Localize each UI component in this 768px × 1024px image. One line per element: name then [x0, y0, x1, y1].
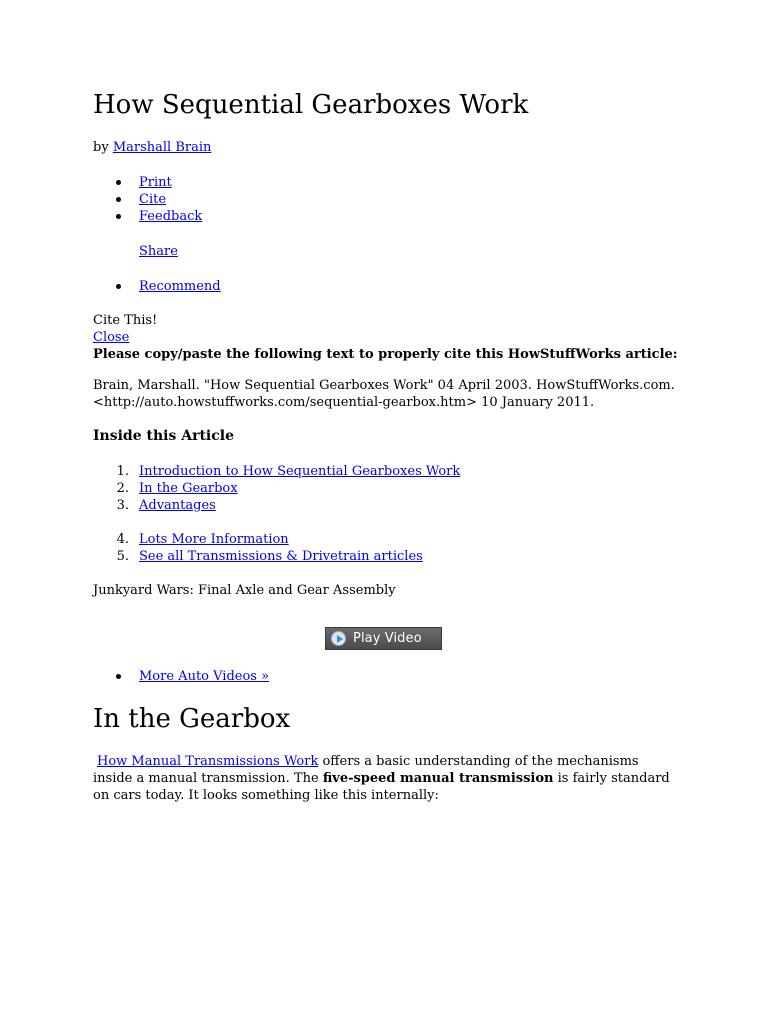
- play-icon: [331, 631, 346, 646]
- list-item: [93, 278, 221, 295]
- byline: [93, 139, 211, 156]
- more-auto-videos-link[interactable]: More Auto Videos »: [139, 669, 270, 684]
- toc-item: [93, 463, 460, 480]
- bullet-icon: [116, 674, 121, 679]
- share-link[interactable]: Share: [139, 244, 178, 259]
- play-video-button[interactable]: [325, 627, 442, 650]
- cite-heading: Cite This!: [93, 313, 158, 328]
- toc-list: [93, 463, 460, 514]
- toc-list-more: [93, 531, 423, 565]
- play-video-label: Play Video: [353, 631, 422, 646]
- cite-instruction: Please copy/paste the following text to properly cite this HowStuffWorks article:: [93, 347, 678, 362]
- toc-number: 1.: [116, 464, 129, 479]
- bullet-icon: [116, 284, 121, 289]
- bullet-icon: [116, 180, 121, 185]
- list-item: [93, 668, 269, 685]
- bullet-icon: [116, 197, 121, 202]
- toc-link-more-information[interactable]: Lots More Information: [139, 532, 289, 547]
- bullet-icon: [116, 214, 121, 219]
- toc-item: [93, 480, 460, 497]
- manual-transmissions-link[interactable]: How Manual Transmissions Work: [97, 754, 319, 769]
- byline-prefix: by: [93, 140, 113, 155]
- recommend-list: [93, 278, 221, 295]
- paragraph-bold-text: five-speed manual transmission: [322, 771, 554, 786]
- toc-item: [93, 531, 423, 548]
- paragraph-text-1: offers a basic understanding of the mechanisms inside a manual transmission. The: [93, 754, 639, 786]
- list-item: [93, 208, 202, 225]
- more-videos-list: [93, 668, 269, 685]
- toc-number: 2.: [116, 481, 129, 496]
- toc-link-introduction[interactable]: Introduction to How Sequential Gearboxes Work: [139, 464, 461, 479]
- toc-number: 5.: [116, 549, 129, 564]
- toc-link-advantages[interactable]: Advantages: [139, 498, 216, 513]
- list-item: [93, 191, 202, 208]
- recommend-link[interactable]: Recommend: [139, 279, 221, 294]
- cite-link[interactable]: Cite: [139, 192, 167, 207]
- toc-heading: Inside this Article: [93, 428, 234, 444]
- list-item: [93, 174, 202, 191]
- toc-link-in-the-gearbox[interactable]: In the Gearbox: [139, 481, 238, 496]
- author-link[interactable]: Marshall Brain: [112, 140, 212, 155]
- video-caption: Junkyard Wars: Final Axle and Gear Assembly: [93, 583, 396, 598]
- toc-item: [93, 548, 423, 565]
- page-title: How Sequential Gearboxes Work: [93, 90, 529, 120]
- section-heading: In the Gearbox: [93, 704, 291, 734]
- citation-line-2: <http://auto.howstuffworks.com/sequential-gearbox.htm> 10 January 2011.: [93, 395, 595, 410]
- citation-line-1: Brain, Marshall. "How Sequential Gearboxes Work" 04 April 2003. HowStuffWorks.com.: [93, 378, 675, 393]
- article-tools-list: [93, 174, 202, 225]
- section-paragraph: [93, 753, 673, 804]
- print-link[interactable]: Print: [139, 175, 172, 190]
- toc-link-all-articles[interactable]: See all Transmissions & Drivetrain articles: [139, 549, 423, 564]
- toc-item: [93, 497, 460, 514]
- toc-number: 3.: [116, 498, 129, 513]
- close-link[interactable]: Close: [93, 330, 130, 345]
- feedback-link[interactable]: Feedback: [139, 209, 203, 224]
- toc-number: 4.: [116, 532, 129, 547]
- paragraph-text-2: is fairly standard on cars today. It looks something like this internally:: [93, 771, 670, 803]
